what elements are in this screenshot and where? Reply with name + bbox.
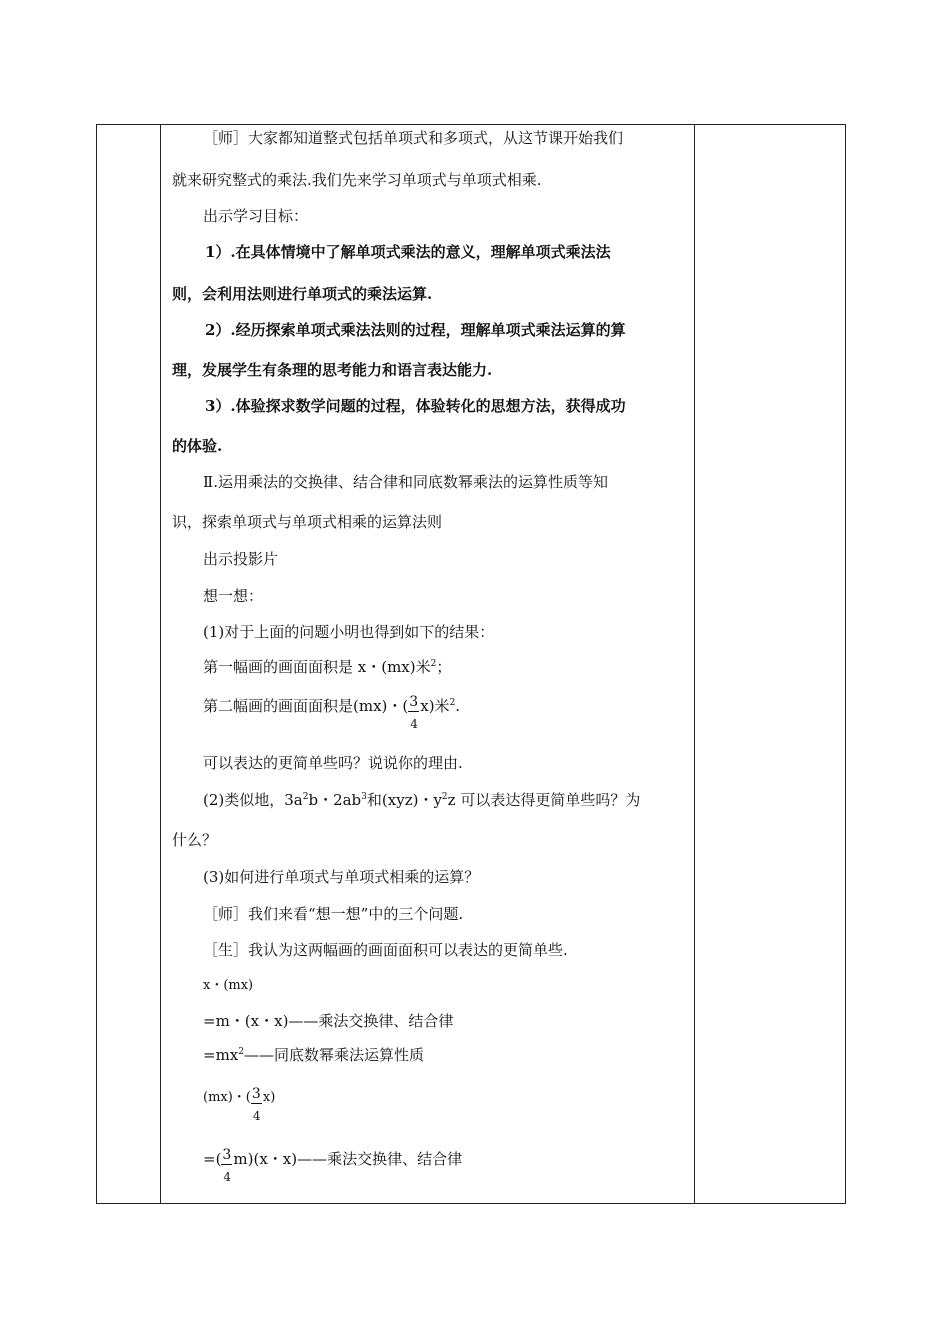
formula-text: (2)类似地，3a <box>203 791 303 809</box>
table-divider-left <box>160 125 161 1203</box>
numerator: 3 <box>222 1147 232 1163</box>
formula-text: ——同底数幂乘法运算性质 <box>244 1046 425 1064</box>
exponent: 2 <box>441 792 448 802</box>
formula-text: ； <box>436 658 452 676</box>
derivation-line: =m・(x・x)——乘法交换律、结合律 <box>203 1012 454 1030</box>
numerator: 3 <box>409 694 419 710</box>
exponent: 2 <box>449 698 456 708</box>
text-line: 可以表达的更简单些吗？说说你的理由. <box>203 754 463 772</box>
derivation-line <box>203 1086 276 1123</box>
formula-text: 和(xyz)・y <box>366 791 442 809</box>
goal-2-line: 2）.经历探索单项式乘法法则的过程，理解单项式乘法运算的算 <box>205 321 626 339</box>
goal-3-line: 3）.体验探求数学问题的过程，体验转化的思想方法，获得成功 <box>205 397 626 415</box>
formula-text: z 可以表达得更简单些吗？为 <box>447 791 641 809</box>
derivation-line <box>203 1045 424 1065</box>
formula-text: 第一幅画的画面面积是 x・(mx)米 <box>203 658 431 676</box>
formula-line <box>203 657 451 677</box>
goal-2-line: 理，发展学生有条理的思考能力和语言表达能力. <box>172 361 493 379</box>
text-line: 识，探索单项式与单项式相乘的运算法则 <box>172 513 443 531</box>
denominator: 4 <box>252 1109 261 1123</box>
goal-3-line: 的体验. <box>172 437 223 455</box>
fraction <box>221 1147 233 1184</box>
formula-text: =mx <box>203 1046 239 1064</box>
formula-text: =( <box>203 1150 222 1168</box>
text-line: 想一想： <box>203 587 264 605</box>
question-3: (3)如何进行单项式与单项式相乘的运算？ <box>203 868 480 886</box>
denominator: 4 <box>410 717 418 731</box>
question-2 <box>203 790 640 810</box>
text-line: ［师］大家都知道整式包括单项式和多项式，从这节课开始我们 <box>203 129 624 147</box>
formula-text: b・2ab <box>308 791 362 809</box>
exponent: 2 <box>302 792 309 802</box>
numerator: 3 <box>251 1086 261 1102</box>
question-1: (1)对于上面的问题小明也得到如下的结果： <box>203 623 495 641</box>
fraction-bar <box>408 711 419 712</box>
formula-line <box>203 694 461 731</box>
denominator: 4 <box>223 1170 232 1184</box>
table-divider-right <box>694 125 695 1203</box>
goal-1-line: 则，会利用法则进行单项式的乘法运算. <box>172 285 433 303</box>
formula-text: x)米 <box>420 697 450 715</box>
text-line: ［师］我们来看“想一想”中的三个问题. <box>203 905 464 923</box>
formula-text: x) <box>262 1090 276 1105</box>
fraction <box>408 694 420 731</box>
formula-text: m)(x・x)——乘法交换律、结合律 <box>233 1150 463 1168</box>
exponent: 2 <box>430 659 437 669</box>
fraction-bar <box>251 1103 262 1104</box>
text-line: 就来研究整式的乘法.我们先来学习单项式与单项式相乘. <box>172 171 542 189</box>
formula-text: (mx)・( <box>203 1090 251 1105</box>
derivation-line: x・(mx) <box>203 978 254 993</box>
text-line: 出示学习目标： <box>203 207 309 225</box>
text-line: 什么？ <box>172 831 218 849</box>
fraction <box>251 1086 263 1123</box>
derivation-line <box>203 1147 463 1184</box>
section-heading: Ⅱ.运用乘法的交换律、结合律和同底数幂乘法的运算性质等知 <box>203 473 608 491</box>
fraction-bar <box>221 1164 232 1165</box>
exponent: 3 <box>361 792 367 802</box>
formula-text: . <box>455 697 461 715</box>
formula-text: 第二幅画的画面面积是(mx)・( <box>203 697 409 715</box>
goal-1-line: 1）.在具体情境中了解单项式乘法的意义，理解单项式乘法法 <box>205 243 611 261</box>
text-line: 出示投影片 <box>203 550 279 568</box>
text-line: ［生］我认为这两幅画的画面面积可以表达的更简单些. <box>203 941 568 959</box>
exponent: 2 <box>238 1047 244 1057</box>
